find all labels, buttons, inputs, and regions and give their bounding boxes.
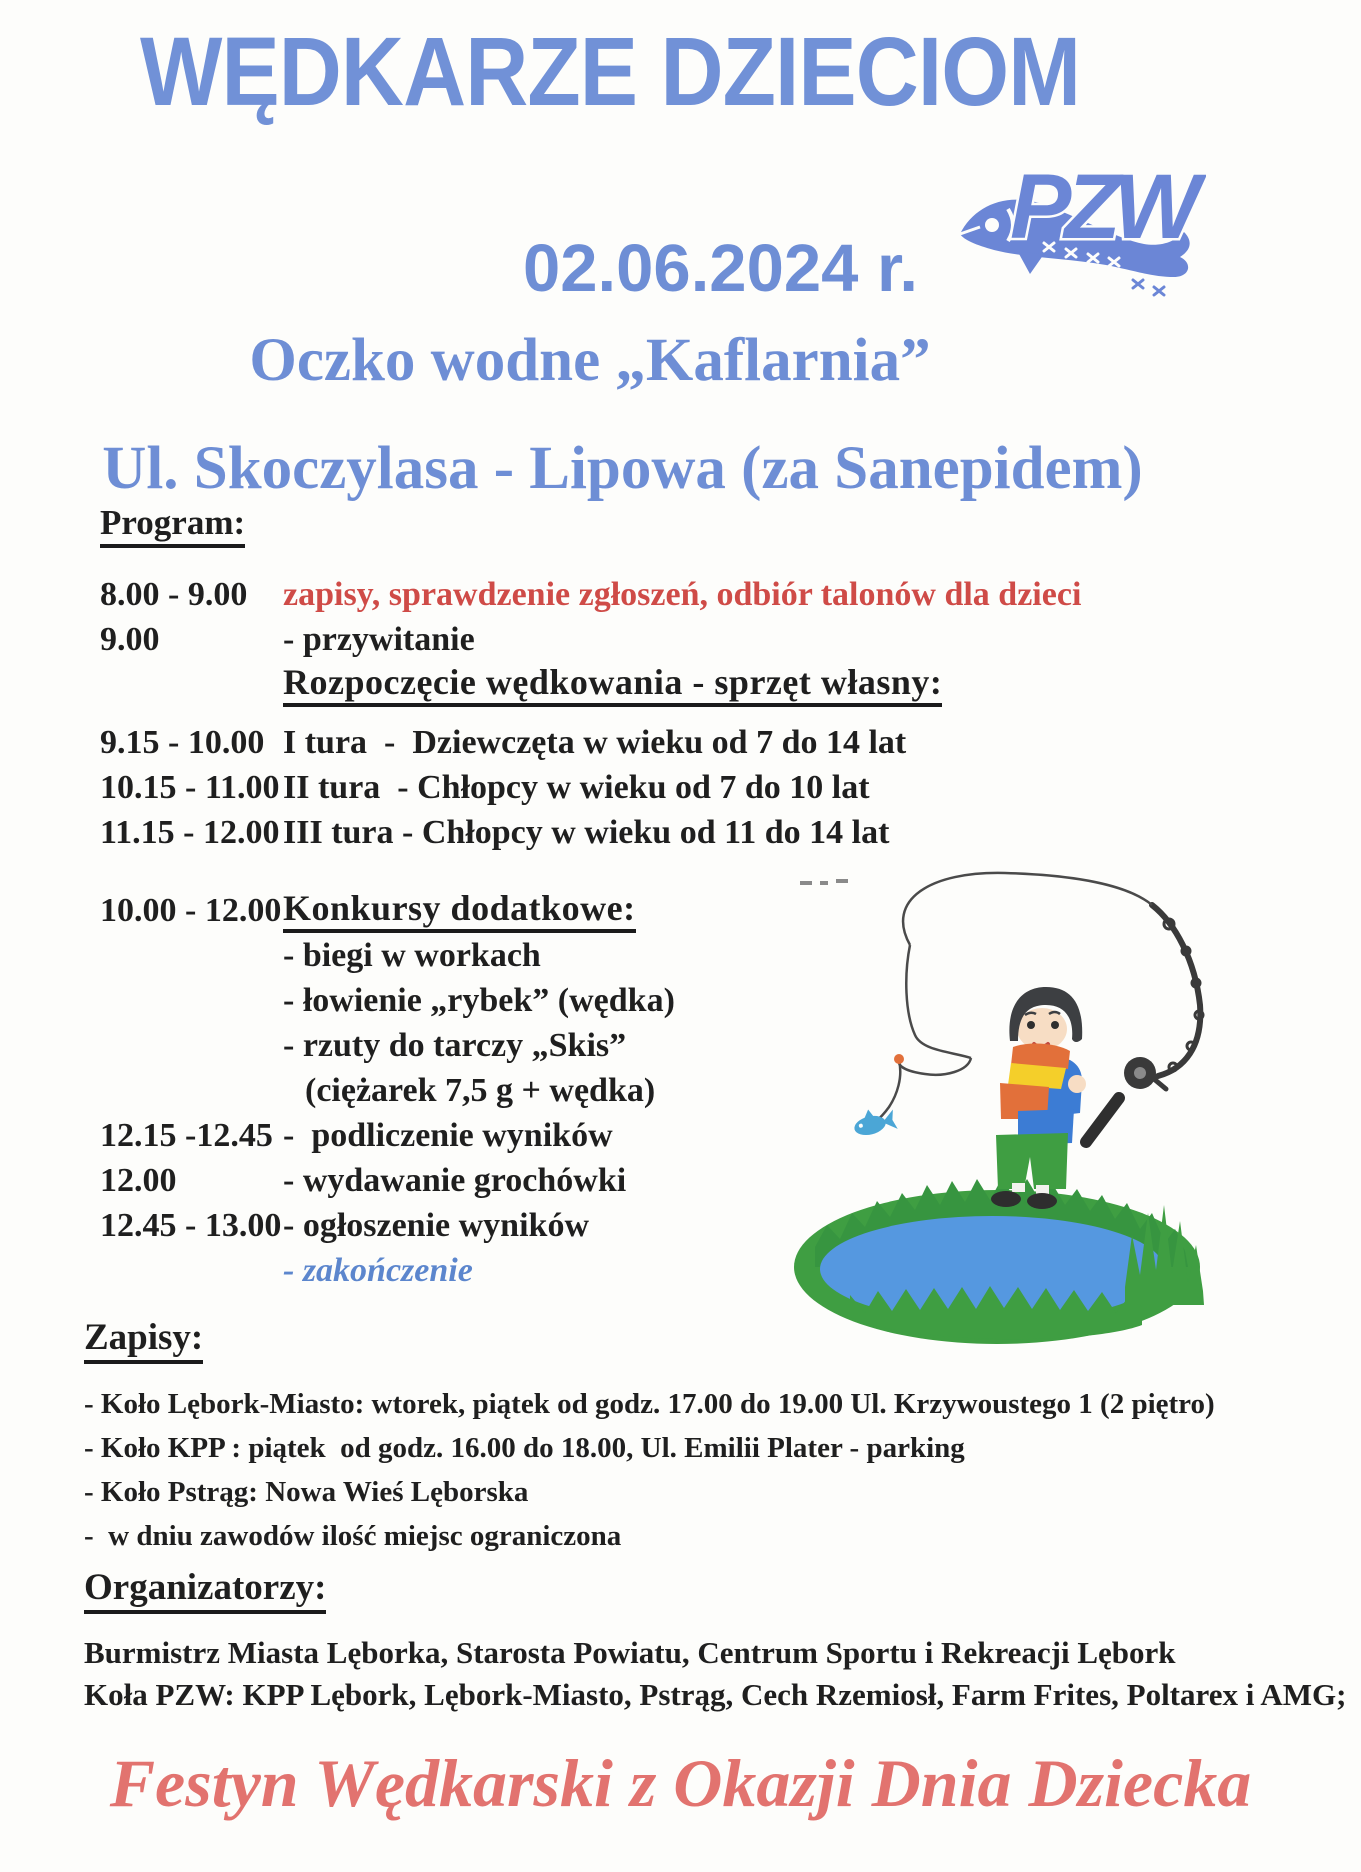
event-address: Ul. Skoczylasa - Lipowa (za Sanepidem) [102,435,1143,502]
zapisy-item: - Koło Lębork-Miasto: wtorek, piątek od godz. 17.00 do 19.00 Ul. Krzywoustego 1 (2 piętro) [84,1388,1215,1420]
scan-dashes [800,881,848,883]
pzw-letters: PZW [1010,156,1194,258]
fishing-illustration [770,855,1240,1355]
program-desc: - zakończenie [283,1252,473,1289]
zapisy-items [84,1382,1324,1558]
program-time: 12.00 [100,1162,177,1199]
organizatorzy-line: Burmistrz Miasta Lęborka, Starosta Powiatu, Centrum Sportu i Rekreacji Lębork [84,1635,1176,1670]
program-time: 9.15 - 10.00 [100,724,265,761]
fishing-boy [991,987,1086,1209]
program-time: 9.00 [100,621,160,658]
program-row [100,662,1250,707]
program-heading: Program: [100,503,1250,548]
program-time: 12.15 -12.45 [100,1117,273,1154]
event-date: 02.06.2024 r. [523,231,918,306]
program-desc: III tura - Chłopcy w wieku od 11 do 14 lat [283,814,890,851]
program-desc: I tura - Dziewczęta w wieku od 7 do 14 lat [283,724,907,761]
program-desc: II tura - Chłopcy w wieku od 7 do 10 lat [283,769,870,806]
page-title: WĘDKARZE DZIECIOM [139,17,1081,126]
zapisy-heading: Zapisy: [84,1316,1324,1364]
program-desc: - biegi w workach [283,937,541,974]
program-row [100,720,1250,765]
zapisy-item: - Koło Pstrąg: Nowa Wieś Lęborska [84,1476,529,1508]
bottom-section [84,1316,1347,1716]
program-time: 11.15 - 12.00 [100,814,280,851]
hand [1068,1075,1086,1093]
program-desc: Konkursy dodatkowe: [283,888,636,933]
program-row [100,810,1250,855]
program-row [100,765,1250,810]
event-venue: Oczko wodne „Kaflarnia” [249,327,931,394]
shoe [1027,1193,1057,1209]
fish-icon [851,1104,898,1139]
shoe [991,1191,1021,1207]
organizatorzy-lines [84,1632,1347,1716]
zapisy-item: - w dniu zawodów ilość miejsc ograniczona [84,1520,622,1552]
program-desc: - ogłoszenie wyników [283,1207,589,1244]
program-desc: - wydawanie grochówki [283,1162,627,1199]
fishing-rod [1086,905,1203,1142]
program-desc: - rzuty do tarczy „Skis” [283,1027,627,1064]
program-desc: zapisy, sprawdzenie zgłoszeń, odbiór talonów dla dzieci [283,576,1082,613]
program-time: 8.00 - 9.00 [100,576,248,613]
float-icon [894,1054,904,1064]
footer-slogan: Festyn Wędkarski z Okazji Dnia Dziecka [109,1745,1252,1821]
pants [996,1133,1068,1189]
program-desc: - łowienie „rybek” (wędka) [283,982,675,1019]
organizatorzy-line: Koła PZW: KPP Lębork, Lębork-Miasto, Pstrąg, Cech Rzemiosł, Farm Frites, Poltarex i AMG; [84,1677,1347,1712]
program-desc: - przywitanie [283,621,475,658]
program-row [100,617,1250,662]
organizatorzy-heading: Organizatorzy: [84,1566,1324,1614]
program-time: 10.15 - 11.00 [100,769,280,806]
program-desc: (ciężarek 7,5 g + wędka) [305,1072,656,1109]
program-desc: - podliczenie wyników [283,1117,613,1154]
program-desc: Rozpoczęcie wędkowania - sprzęt własny: [283,662,942,707]
zapisy-item: - Koło KPP : piątek od godz. 16.00 do 18.00, Ul. Emilii Plater - parking [84,1432,965,1464]
program-row [100,572,1250,617]
program-time: 10.00 - 12.00 [100,892,282,929]
program-time: 12.45 - 13.00 [100,1207,282,1244]
